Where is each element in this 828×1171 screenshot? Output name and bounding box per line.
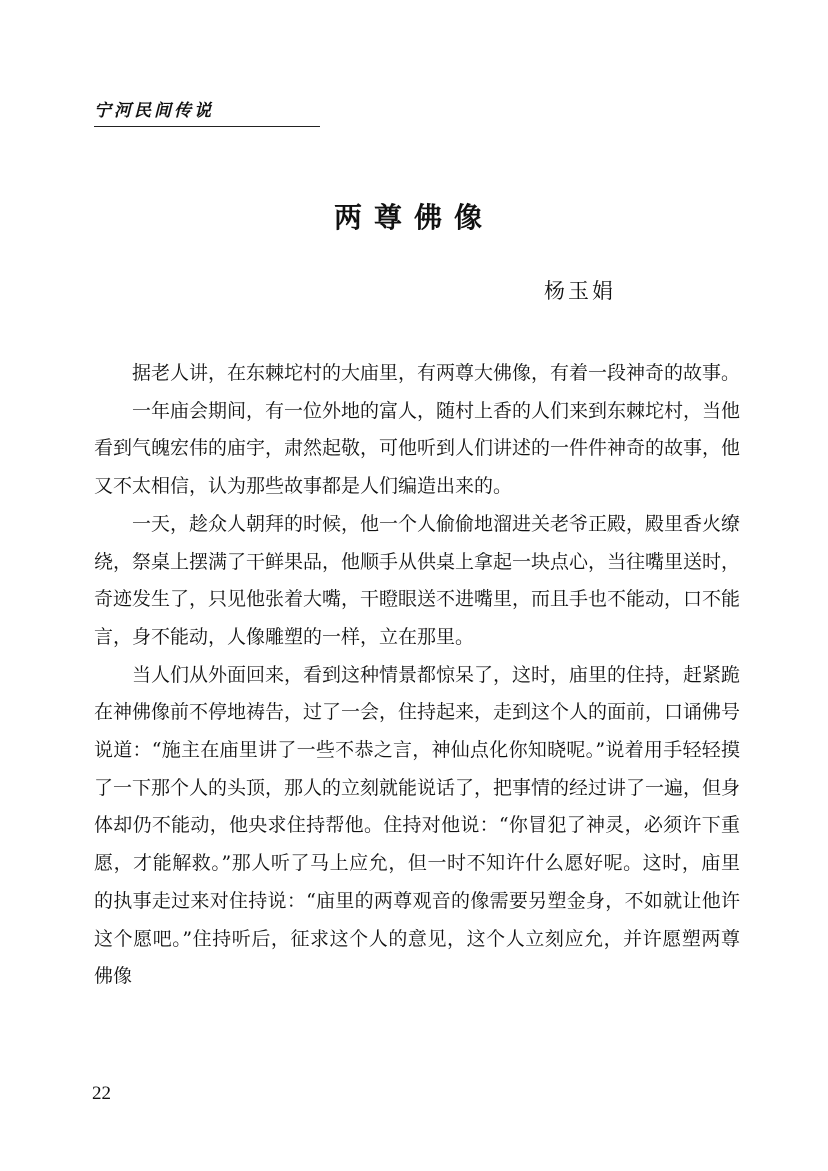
article-body xyxy=(94,355,740,996)
page-number: 22 xyxy=(92,1083,111,1104)
article-title: 两尊佛像 xyxy=(333,201,494,234)
article-author: 杨玉娟 xyxy=(544,279,616,303)
book-title: 宁河民间传说 xyxy=(94,101,214,121)
paragraph: 据老人讲，在东棘坨村的大庙里，有两尊大佛像，有着一段神奇的故事。 xyxy=(132,362,741,384)
paragraph: 当人们从外面回来，看到这种情景都惊呆了，这时，庙里的住持，赶紧跪在神佛像前不停地祷告，过了一会，住持起来，走到这个人的面前，口诵佛号说道：“施主在庙里讲了一些不恭之言，神仙点化你知晓呢。”说着用手轻轻摸了一下那个人的头顶，那人的立刻就能说话了，把事情的经过讲了一遍，但身体却仍不能动，他央求住持帮他。住持对他说：“你冒犯了神灵，必须许下重愿，才能解救。”那人听了马上应允，但一时不知许什么愿好呢。这时，庙里的执事走过来对住持说：“庙里的两尊观音的像需要另塑金身，不如就让他许这个愿吧。”住持听后，征求这个人的意见，这个人立刻应允，并许愿塑两尊佛像 xyxy=(94,663,741,988)
paragraph: 一年庙会期间，有一位外地的富人，随村上香的人们来到东棘坨村，当他看到气魄宏伟的庙宇，肃然起敬，可他听到人们讲述的一件件神奇的故事，他又不太相信，认为那些故事都是人们编造出来的。 xyxy=(94,399,741,498)
paragraph: 一天，趁众人朝拜的时候，他一个人偷偷地溜进关老爷正殿，殿里香火缭绕，祭桌上摆满了干鲜果品，他顺手从供桌上拿起一块点心，当往嘴里送时，奇迹发生了，只见他张着大嘴，干瞪眼送不进嘴里，而且手也不能动，口不能言，身不能动，人像雕塑的一样，立在那里。 xyxy=(94,512,741,648)
running-header xyxy=(94,100,320,127)
